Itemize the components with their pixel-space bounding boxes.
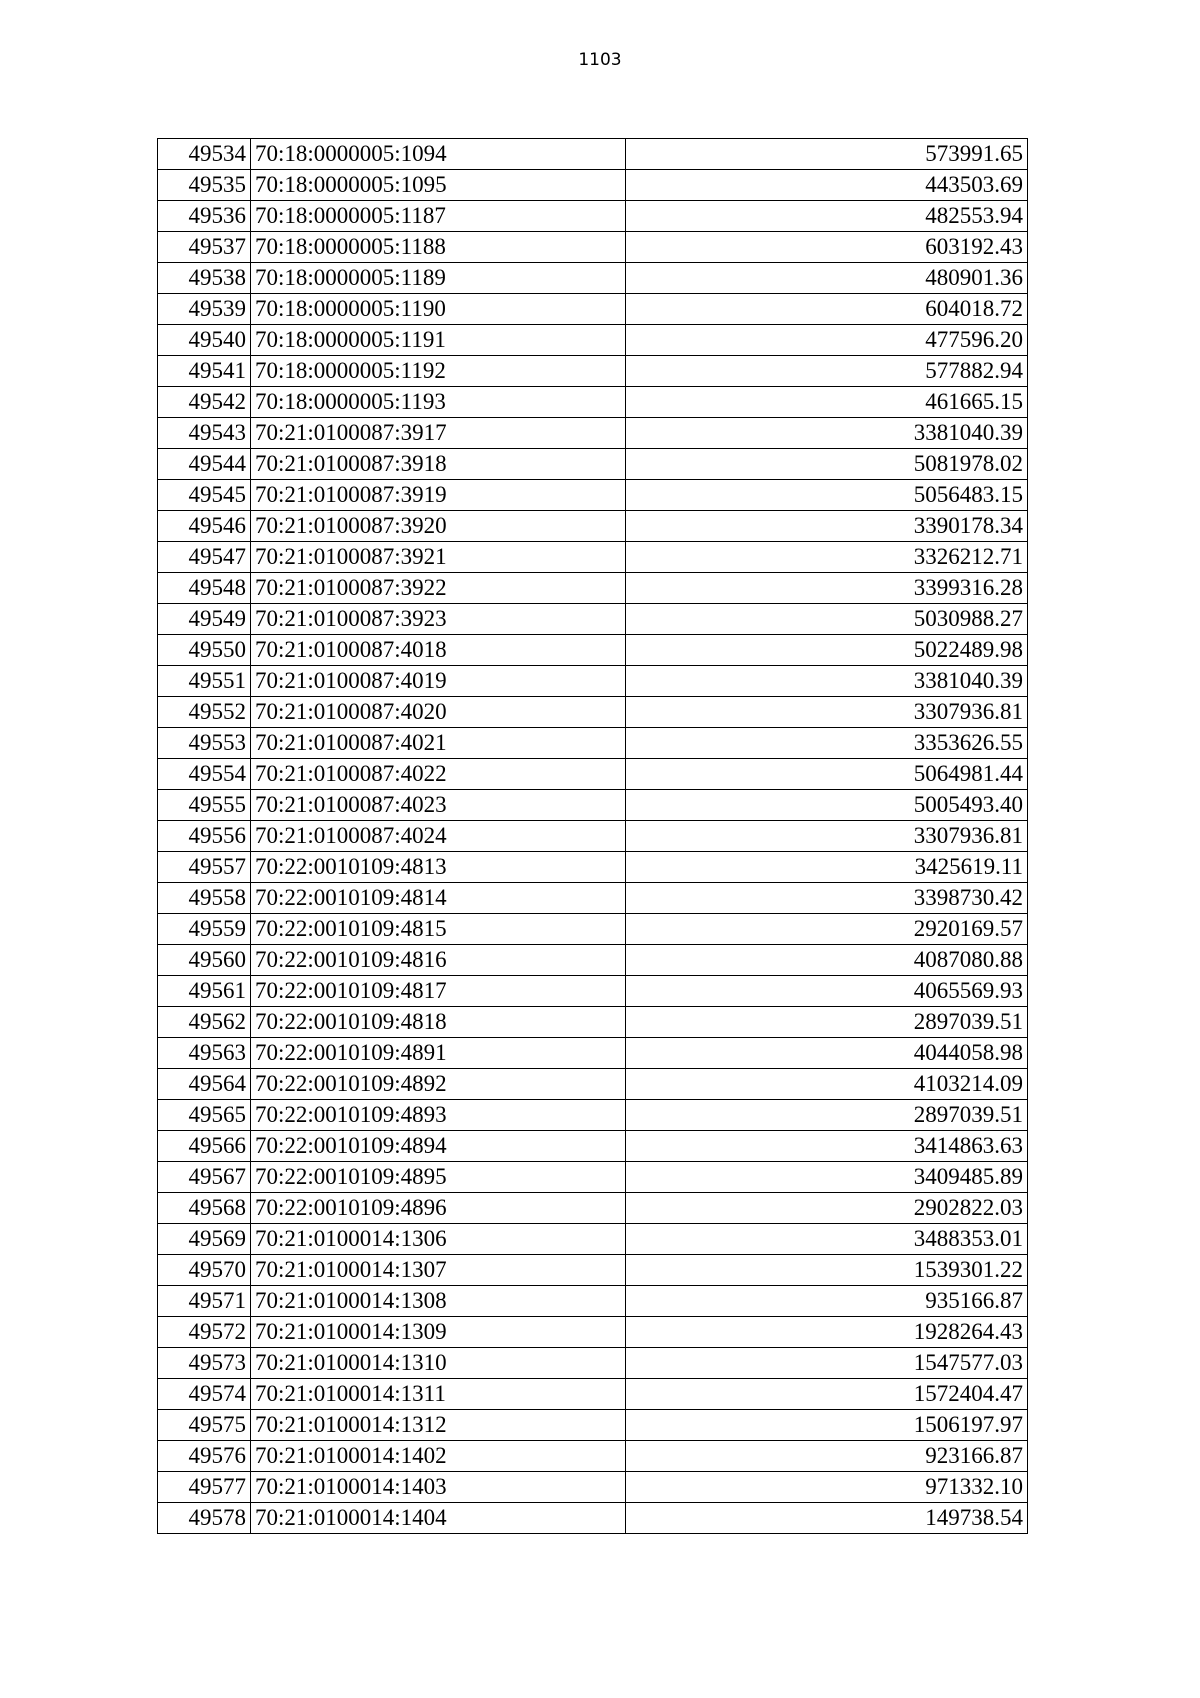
row-number-cell: 49552 [158, 697, 251, 728]
cadastral-value-cell: 603192.43 [626, 232, 1028, 263]
row-number-cell: 49538 [158, 263, 251, 294]
table-row [158, 263, 1028, 294]
row-number-cell: 49534 [158, 139, 251, 170]
row-number-cell: 49560 [158, 945, 251, 976]
cadastral-number-cell: 70:22:0010109:4896 [251, 1193, 626, 1224]
cadastral-value-cell: 5064981.44 [626, 759, 1028, 790]
table-row [158, 604, 1028, 635]
row-number-cell: 49570 [158, 1255, 251, 1286]
table-row [158, 1162, 1028, 1193]
cadastral-number-cell: 70:21:0100014:1311 [251, 1379, 626, 1410]
table-row [158, 1193, 1028, 1224]
cadastral-value-cell: 149738.54 [626, 1503, 1028, 1534]
cadastral-number-cell: 70:18:0000005:1188 [251, 232, 626, 263]
cadastral-number-cell: 70:22:0010109:4892 [251, 1069, 626, 1100]
table-row [158, 790, 1028, 821]
table-row [158, 976, 1028, 1007]
cadastral-number-cell: 70:21:0100087:4018 [251, 635, 626, 666]
table-row [158, 852, 1028, 883]
table-row [158, 1379, 1028, 1410]
row-number-cell: 49548 [158, 573, 251, 604]
row-number-cell: 49549 [158, 604, 251, 635]
cadastral-value-cell: 1547577.03 [626, 1348, 1028, 1379]
cadastral-value-cell: 3381040.39 [626, 418, 1028, 449]
cadastral-value-cell: 5056483.15 [626, 480, 1028, 511]
table-row [158, 883, 1028, 914]
table-row [158, 666, 1028, 697]
table-row [158, 1472, 1028, 1503]
table-row [158, 759, 1028, 790]
cadastral-number-cell: 70:21:0100087:4020 [251, 697, 626, 728]
cadastral-value-cell: 2897039.51 [626, 1100, 1028, 1131]
row-number-cell: 49562 [158, 1007, 251, 1038]
row-number-cell: 49539 [158, 294, 251, 325]
cadastral-number-cell: 70:21:0100014:1306 [251, 1224, 626, 1255]
cadastral-value-cell: 2897039.51 [626, 1007, 1028, 1038]
cadastral-value-cell: 3326212.71 [626, 542, 1028, 573]
row-number-cell: 49535 [158, 170, 251, 201]
cadastral-value-cell: 3398730.42 [626, 883, 1028, 914]
row-number-cell: 49559 [158, 914, 251, 945]
table-row [158, 139, 1028, 170]
cadastral-number-cell: 70:21:0100087:4021 [251, 728, 626, 759]
row-number-cell: 49561 [158, 976, 251, 1007]
cadastral-number-cell: 70:21:0100087:3918 [251, 449, 626, 480]
cadastral-value-cell: 477596.20 [626, 325, 1028, 356]
row-number-cell: 49567 [158, 1162, 251, 1193]
cadastral-number-cell: 70:21:0100087:3922 [251, 573, 626, 604]
cadastral-value-cell: 4103214.09 [626, 1069, 1028, 1100]
row-number-cell: 49553 [158, 728, 251, 759]
cadastral-value-cell: 2902822.03 [626, 1193, 1028, 1224]
table-row [158, 418, 1028, 449]
table-row [158, 1224, 1028, 1255]
row-number-cell: 49551 [158, 666, 251, 697]
cadastral-value-table [157, 138, 1028, 1534]
cadastral-number-cell: 70:21:0100087:3920 [251, 511, 626, 542]
row-number-cell: 49576 [158, 1441, 251, 1472]
cadastral-number-cell: 70:22:0010109:4894 [251, 1131, 626, 1162]
table-row [158, 511, 1028, 542]
cadastral-value-cell: 3307936.81 [626, 697, 1028, 728]
row-number-cell: 49577 [158, 1472, 251, 1503]
table-row [158, 573, 1028, 604]
cadastral-number-cell: 70:18:0000005:1192 [251, 356, 626, 387]
cadastral-number-cell: 70:21:0100087:3919 [251, 480, 626, 511]
cadastral-value-cell: 3488353.01 [626, 1224, 1028, 1255]
cadastral-number-cell: 70:21:0100014:1402 [251, 1441, 626, 1472]
table-row [158, 1503, 1028, 1534]
table-row [158, 170, 1028, 201]
row-number-cell: 49536 [158, 201, 251, 232]
cadastral-value-cell: 577882.94 [626, 356, 1028, 387]
cadastral-number-cell: 70:18:0000005:1095 [251, 170, 626, 201]
row-number-cell: 49568 [158, 1193, 251, 1224]
table-row [158, 728, 1028, 759]
cadastral-number-cell: 70:22:0010109:4891 [251, 1038, 626, 1069]
cadastral-value-cell: 1572404.47 [626, 1379, 1028, 1410]
table-row [158, 542, 1028, 573]
row-number-cell: 49540 [158, 325, 251, 356]
cadastral-number-cell: 70:21:0100087:4022 [251, 759, 626, 790]
cadastral-value-cell: 4087080.88 [626, 945, 1028, 976]
cadastral-value-cell: 3425619.11 [626, 852, 1028, 883]
table-row [158, 1286, 1028, 1317]
cadastral-number-cell: 70:21:0100014:1404 [251, 1503, 626, 1534]
table-row [158, 1348, 1028, 1379]
cadastral-number-cell: 70:21:0100014:1308 [251, 1286, 626, 1317]
row-number-cell: 49569 [158, 1224, 251, 1255]
row-number-cell: 49572 [158, 1317, 251, 1348]
cadastral-number-cell: 70:21:0100014:1307 [251, 1255, 626, 1286]
cadastral-value-cell: 3409485.89 [626, 1162, 1028, 1193]
table-row [158, 449, 1028, 480]
cadastral-number-cell: 70:22:0010109:4817 [251, 976, 626, 1007]
table-row [158, 232, 1028, 263]
row-number-cell: 49574 [158, 1379, 251, 1410]
cadastral-value-cell: 3353626.55 [626, 728, 1028, 759]
row-number-cell: 49563 [158, 1038, 251, 1069]
cadastral-number-cell: 70:21:0100014:1312 [251, 1410, 626, 1441]
row-number-cell: 49556 [158, 821, 251, 852]
row-number-cell: 49544 [158, 449, 251, 480]
cadastral-number-cell: 70:22:0010109:4893 [251, 1100, 626, 1131]
table-row [158, 1255, 1028, 1286]
cadastral-value-cell: 5081978.02 [626, 449, 1028, 480]
cadastral-number-cell: 70:18:0000005:1190 [251, 294, 626, 325]
cadastral-value-cell: 2920169.57 [626, 914, 1028, 945]
table-row [158, 325, 1028, 356]
cadastral-value-cell: 1928264.43 [626, 1317, 1028, 1348]
row-number-cell: 49575 [158, 1410, 251, 1441]
cadastral-value-cell: 4065569.93 [626, 976, 1028, 1007]
table-row [158, 201, 1028, 232]
table-row [158, 1441, 1028, 1472]
cadastral-value-cell: 482553.94 [626, 201, 1028, 232]
table-row [158, 356, 1028, 387]
cadastral-number-cell: 70:18:0000005:1189 [251, 263, 626, 294]
cadastral-value-cell: 1506197.97 [626, 1410, 1028, 1441]
cadastral-value-cell: 3390178.34 [626, 511, 1028, 542]
cadastral-value-cell: 4044058.98 [626, 1038, 1028, 1069]
row-number-cell: 49578 [158, 1503, 251, 1534]
page-number: 1103 [578, 50, 622, 70]
cadastral-value-cell: 461665.15 [626, 387, 1028, 418]
cadastral-number-cell: 70:22:0010109:4816 [251, 945, 626, 976]
table-row [158, 914, 1028, 945]
cadastral-number-cell: 70:21:0100087:4019 [251, 666, 626, 697]
cadastral-number-cell: 70:22:0010109:4895 [251, 1162, 626, 1193]
row-number-cell: 49554 [158, 759, 251, 790]
cadastral-number-cell: 70:18:0000005:1193 [251, 387, 626, 418]
table-row [158, 1007, 1028, 1038]
cadastral-number-cell: 70:21:0100014:1309 [251, 1317, 626, 1348]
cadastral-number-cell: 70:22:0010109:4818 [251, 1007, 626, 1038]
cadastral-number-cell: 70:22:0010109:4813 [251, 852, 626, 883]
row-number-cell: 49541 [158, 356, 251, 387]
cadastral-number-cell: 70:18:0000005:1191 [251, 325, 626, 356]
cadastral-value-cell: 1539301.22 [626, 1255, 1028, 1286]
table-row [158, 387, 1028, 418]
cadastral-number-cell: 70:21:0100087:3917 [251, 418, 626, 449]
cadastral-value-cell: 3414863.63 [626, 1131, 1028, 1162]
table-row [158, 821, 1028, 852]
cadastral-value-cell: 935166.87 [626, 1286, 1028, 1317]
cadastral-number-cell: 70:21:0100014:1403 [251, 1472, 626, 1503]
cadastral-value-cell: 971332.10 [626, 1472, 1028, 1503]
table-row [158, 480, 1028, 511]
row-number-cell: 49557 [158, 852, 251, 883]
cadastral-value-cell: 3307936.81 [626, 821, 1028, 852]
cadastral-number-cell: 70:21:0100087:3921 [251, 542, 626, 573]
row-number-cell: 49543 [158, 418, 251, 449]
table-row [158, 635, 1028, 666]
table-row [158, 1069, 1028, 1100]
cadastral-value-cell: 5005493.40 [626, 790, 1028, 821]
table-row [158, 697, 1028, 728]
row-number-cell: 49573 [158, 1348, 251, 1379]
row-number-cell: 49566 [158, 1131, 251, 1162]
table-row [158, 945, 1028, 976]
cadastral-value-cell: 443503.69 [626, 170, 1028, 201]
table-row [158, 1410, 1028, 1441]
row-number-cell: 49550 [158, 635, 251, 666]
cadastral-number-cell: 70:18:0000005:1187 [251, 201, 626, 232]
table-row [158, 1131, 1028, 1162]
row-number-cell: 49565 [158, 1100, 251, 1131]
table-row [158, 1100, 1028, 1131]
row-number-cell: 49542 [158, 387, 251, 418]
cadastral-value-cell: 3399316.28 [626, 573, 1028, 604]
table-row [158, 1038, 1028, 1069]
cadastral-value-cell: 604018.72 [626, 294, 1028, 325]
cadastral-value-cell: 5030988.27 [626, 604, 1028, 635]
row-number-cell: 49555 [158, 790, 251, 821]
cadastral-value-cell: 5022489.98 [626, 635, 1028, 666]
table-row [158, 1317, 1028, 1348]
row-number-cell: 49564 [158, 1069, 251, 1100]
cadastral-number-cell: 70:21:0100087:4023 [251, 790, 626, 821]
cadastral-number-cell: 70:18:0000005:1094 [251, 139, 626, 170]
cadastral-number-cell: 70:21:0100087:4024 [251, 821, 626, 852]
row-number-cell: 49546 [158, 511, 251, 542]
row-number-cell: 49571 [158, 1286, 251, 1317]
table-row [158, 294, 1028, 325]
cadastral-number-cell: 70:21:0100087:3923 [251, 604, 626, 635]
cadastral-number-cell: 70:22:0010109:4815 [251, 914, 626, 945]
row-number-cell: 49537 [158, 232, 251, 263]
cadastral-value-cell: 3381040.39 [626, 666, 1028, 697]
cadastral-number-cell: 70:22:0010109:4814 [251, 883, 626, 914]
cadastral-number-cell: 70:21:0100014:1310 [251, 1348, 626, 1379]
row-number-cell: 49558 [158, 883, 251, 914]
table-body [158, 139, 1028, 1534]
cadastral-value-cell: 923166.87 [626, 1441, 1028, 1472]
row-number-cell: 49547 [158, 542, 251, 573]
row-number-cell: 49545 [158, 480, 251, 511]
cadastral-value-cell: 573991.65 [626, 139, 1028, 170]
cadastral-value-cell: 480901.36 [626, 263, 1028, 294]
